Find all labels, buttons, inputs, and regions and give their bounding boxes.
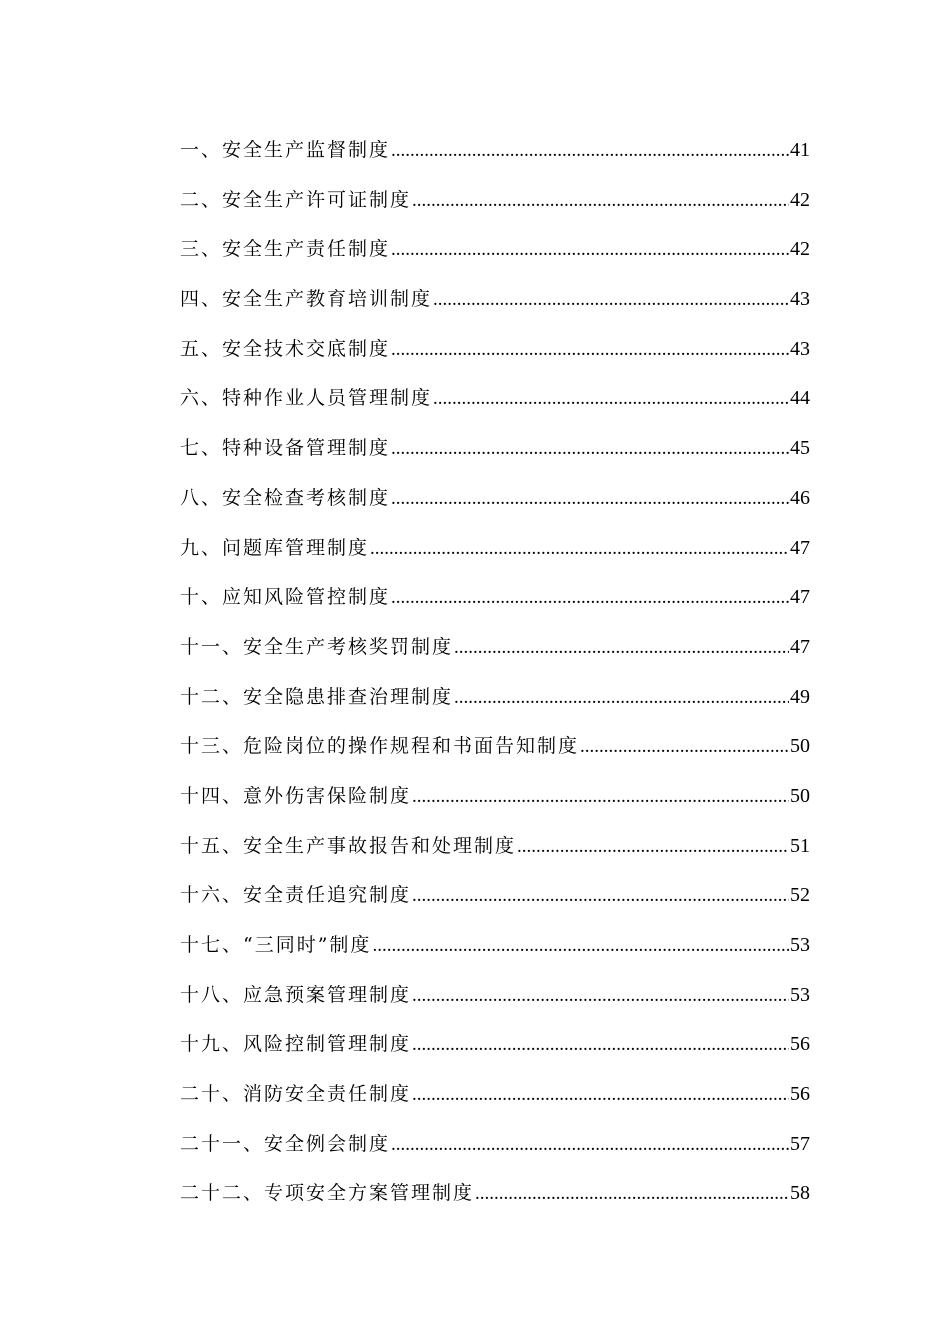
toc-entry-page-number: 53 [790,983,810,1006]
toc-entry[interactable] [180,778,810,828]
toc-entry[interactable] [180,579,810,629]
toc-entry-title: 十三、危险岗位的操作规程和书面告知制度 [180,735,580,758]
dot-leader [433,381,789,417]
toc-entry-title: 九、问题库管理制度 [180,536,370,559]
toc-entry-page-number: 44 [790,387,810,410]
toc-entry[interactable] [180,430,810,480]
dot-leader [412,183,789,219]
toc-entry-page-number: 47 [790,536,810,559]
toc-entry[interactable] [180,977,810,1027]
toc-entry-title: 七、特种设备管理制度 [180,437,391,460]
toc-entry[interactable] [180,1175,810,1225]
dot-leader [412,1027,789,1063]
toc-entry[interactable] [180,480,810,530]
toc-entry[interactable] [180,1126,810,1176]
toc-entry-page-number: 52 [790,884,810,907]
dot-leader [475,1176,789,1212]
toc-entry-page-number: 50 [790,735,810,758]
toc-entry[interactable] [180,728,810,778]
toc-entry-title: 二十二、专项安全方案管理制度 [180,1182,475,1205]
toc-entry-page-number: 42 [790,188,810,211]
dot-leader [454,680,789,716]
dot-leader [370,531,789,567]
toc-entry-page-number: 43 [790,288,810,311]
toc-entry[interactable] [180,1076,810,1126]
dot-leader [454,630,789,666]
toc-entry-title: 十八、应急预案管理制度 [180,983,412,1006]
dot-leader [391,133,789,169]
dot-leader [412,779,789,815]
toc-entry[interactable] [180,132,810,182]
toc-entry-page-number: 56 [790,1033,810,1056]
toc-entry-title: 十、应知风险管控制度 [180,586,391,609]
toc-entry-page-number: 57 [790,1132,810,1155]
toc-entry[interactable] [180,629,810,679]
toc-entry[interactable] [180,380,810,430]
dot-leader [412,878,789,914]
toc-entry-page-number: 45 [790,437,810,460]
toc-entry-title: 三、安全生产责任制度 [180,238,391,261]
table-of-contents [180,132,810,1225]
toc-entry-page-number: 53 [790,934,810,956]
toc-entry-title: 十九、风险控制管理制度 [180,1033,412,1056]
toc-entry-page-number: 58 [790,1182,810,1205]
toc-entry[interactable] [180,1026,810,1076]
toc-entry-title: 十一、安全生产考核奖罚制度 [180,635,454,658]
toc-entry-page-number: 51 [790,834,810,857]
dot-leader [433,282,789,318]
dot-leader [372,928,789,964]
dot-leader [517,829,789,865]
dot-leader [391,332,789,368]
toc-entry[interactable] [180,231,810,281]
toc-entry[interactable] [180,331,810,381]
toc-entry-page-number: 49 [790,685,810,708]
toc-entry-page-number: 41 [790,139,810,161]
toc-entry[interactable] [180,877,810,927]
toc-entry-page-number: 50 [790,784,810,807]
dot-leader [391,1127,789,1163]
toc-entry-title: 二十、消防安全责任制度 [180,1083,412,1106]
toc-entry-title: 十七、“三同时”制度 [180,934,372,956]
toc-entry-title: 一、安全生产监督制度 [180,139,391,161]
toc-entry-page-number: 43 [790,337,810,360]
dot-leader [580,729,789,765]
toc-entry-title: 八、安全检查考核制度 [180,486,391,509]
toc-entry-title: 十五、安全生产事故报告和处理制度 [180,834,517,857]
toc-entry[interactable] [180,679,810,729]
toc-entry-page-number: 56 [790,1083,810,1106]
toc-entry-page-number: 42 [790,238,810,261]
toc-entry-page-number: 47 [790,586,810,609]
dot-leader [391,431,789,467]
toc-entry-title: 十六、安全责任追究制度 [180,884,412,907]
dot-leader [391,580,789,616]
dot-leader [391,232,789,268]
dot-leader [412,1077,789,1113]
toc-entry-title: 二、安全生产许可证制度 [180,188,412,211]
toc-entry-title: 四、安全生产教育培训制度 [180,288,433,311]
toc-entry-title: 五、安全技术交底制度 [180,337,391,360]
toc-entry-page-number: 46 [790,486,810,509]
toc-entry-title: 二十一、安全例会制度 [180,1132,391,1155]
toc-entry-title: 十二、安全隐患排查治理制度 [180,685,454,708]
dot-leader [412,978,789,1014]
toc-entry-page-number: 47 [790,635,810,658]
toc-entry[interactable] [180,182,810,232]
toc-entry-title: 十四、意外伤害保险制度 [180,784,412,807]
dot-leader [391,481,789,517]
toc-entry[interactable] [180,530,810,580]
toc-entry[interactable] [180,927,810,977]
toc-entry[interactable] [180,828,810,878]
toc-entry[interactable] [180,281,810,331]
toc-entry-title: 六、特种作业人员管理制度 [180,387,433,410]
